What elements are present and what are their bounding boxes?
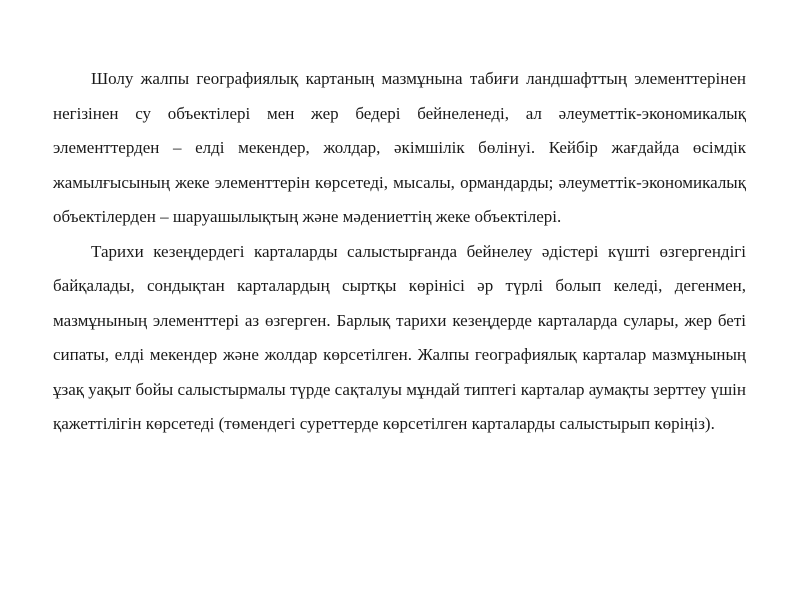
- document-body: [53, 62, 746, 442]
- paragraph-1: Шолу жалпы географиялық картаның мазмұнына табиғи ландшафттың элементтерінен негізінен су объектілері мен жер бедері бейнеленеді, ал әлеуметтік-экономикалық элементтерден – елді мекендер, жолдар, әкімшілік бөлінуі. Кейбір жағдайда өсімдік жамылғысының жеке элементтерін көрсетеді, мысалы, ормандарды; әлеуметтік-экономикалық объектілерден – шаруашылықтың және мәдениеттің жеке объектілері.: [53, 69, 746, 226]
- paragraph-2: Тарихи кезеңдердегі карталарды салыстырғанда бейнелеу әдістері күшті өзгергендігі байқалады, сондықтан карталардың сыртқы көрінісі әр түрлі болып келеді, дегенмен, мазмұнының элементтері аз өзгерген. Барлық тарихи кезеңдерде карталарда сулары, жер беті сипаты, елді мекендер және жолдар көрсетілген. Жалпы географиялық карталар мазмұнының ұзақ уақыт бойы салыстырмалы түрде сақталуы мұндай типтегі карталар аумақты зерттеу үшін қажеттілігін көрсетеді (төмендегі суреттерде көрсетілген карталарды салыстырып көріңіз).: [53, 241, 746, 433]
